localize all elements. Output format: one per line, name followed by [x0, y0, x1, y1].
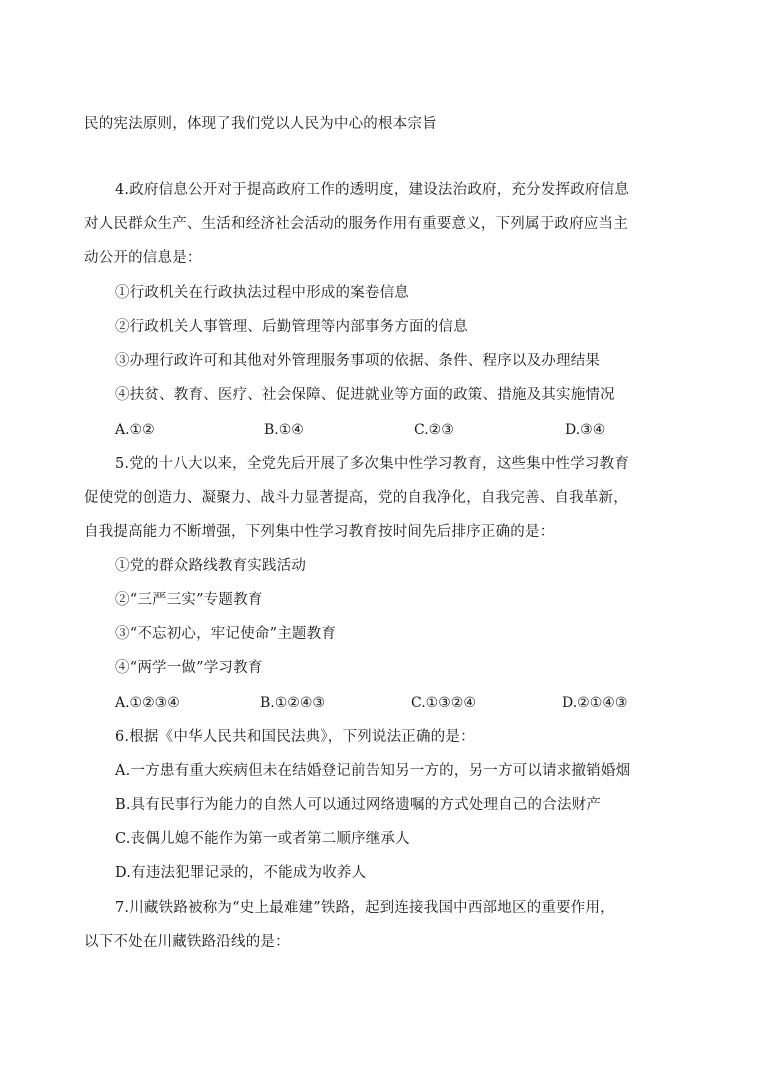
q5-option-c: C.①③②④ [411, 695, 476, 711]
q6-option-a: A.一方患有重大疾病但未在结婚登记前告知另一方的，另一方可以请求撤销婚烟 [115, 763, 631, 779]
q4-stem-line: 动公开的信息是： [84, 250, 202, 266]
q6-option-d: D.有违法犯罪记录的，不能成为收养人 [115, 865, 367, 881]
q4-item: ④扶贫、教育、医疗、社会保障、促进就业等方面的政策、措施及其实施情况 [115, 387, 615, 403]
q7-stem-line: 以下不处在川藏铁路沿线的是： [84, 934, 290, 950]
q4-stem-line: 4.政府信息公开对于提高政府工作的透明度，建设法治政府，充分发挥政府信息 [115, 182, 630, 198]
continuation-text: 民的宪法原则，体现了我们党以人民为中心的根本宗旨 [84, 116, 437, 132]
q5-stem-line: 促使党的创造力、凝聚力、战斗力显著提高，党的自我净化，自我完善、自我革新， [84, 490, 628, 506]
q4-item: ①行政机关在行政执法过程中形成的案卷信息 [115, 285, 409, 301]
q5-option-d: D.②①④③ [562, 695, 628, 711]
q4-option-a: A.①② [115, 422, 155, 438]
q6-option-b: B.具有民事行为能力的自然人可以通过网络遗嘱的方式处理自己的合法财产 [115, 797, 602, 813]
q4-item: ②行政机关人事管理、后勤管理等内部事务方面的信息 [115, 319, 468, 335]
q6-option-c: C.丧偶儿媳不能作为第一或者第二顺序继承人 [115, 831, 410, 847]
q5-item: ①党的群众路线教育实践活动 [115, 558, 307, 574]
q5-stem-line: 5.党的十八大以来，全党先后开展了多次集中性学习教育，这些集中性学习教育 [115, 456, 630, 472]
q7-stem-line: 7.川藏铁路被称为“史上最难建”铁路，起到连接我国中西部地区的重要作用， [115, 900, 615, 916]
q5-option-a: A.①②③④ [115, 695, 180, 711]
q4-option-c: C.②③ [414, 422, 454, 438]
q5-item: ③“不忘初心，牢记使命”主题教育 [115, 626, 337, 642]
q6-stem: 6.根据《中华人民共和国民法典》，下列说法正确的是： [115, 729, 475, 745]
q5-option-b: B.①②④③ [260, 695, 325, 711]
q5-item: ④“两学一做”学习教育 [115, 660, 263, 676]
q4-item: ③办理行政许可和其他对外管理服务事项的依据、条件、程序以及办理结果 [115, 353, 601, 369]
q4-option-b: B.①④ [264, 422, 304, 438]
q4-option-d: D.③④ [565, 422, 606, 438]
q5-stem-line: 自我提高能力不断增强，下列集中性学习教育按时间先后排序正确的是： [84, 524, 555, 540]
q5-item: ②“三严三实”专题教育 [115, 592, 263, 608]
q4-stem-line: 对人民群众生产、生活和经济社会活动的服务作用有重要意义，下列属于政府应当主 [84, 216, 628, 232]
